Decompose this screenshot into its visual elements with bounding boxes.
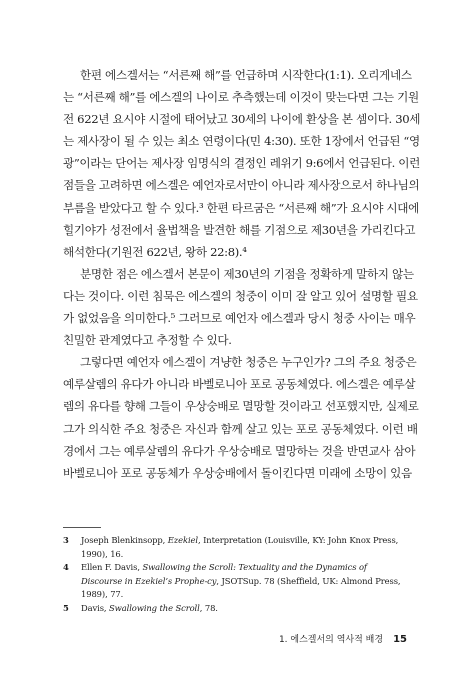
text-line: 예루살렘의 유다가 아니라 바벨로니아 포로 공동체였다. 에스겔은 예루살 [63, 377, 416, 392]
text-line: 힐기야가 성전에서 율법책을 발견한 해를 기점으로 제30년을 가리킨다고 [63, 222, 416, 237]
running-footer [279, 632, 407, 645]
text-line: 바벨로니아 포로 공동체가 우상숭배에서 돌이킨다면 미래에 소망이 있음 [63, 465, 412, 480]
body-paragraph [63, 351, 419, 484]
text-line: 경에서 그는 예루살렘의 유다가 우상숭배로 멸망하는 것을 반면교사 삼아 [63, 443, 416, 458]
footnote-text: Ellen F. Davis, Swallowing the Scroll: Textuality and the Dynamics of Discourse in Ezekiel’s Prophe-cy, JSOTSup. 78 (Sheffield, UK: Almond Press, 1989), 77. [81, 562, 401, 600]
footnote-text: Davis, Swallowing the Scroll, 78. [81, 602, 218, 613]
footnote-book-title: Swallowing the Scroll: Textuality and the Dynamics of Discourse in Ezekiel’s Prophe-cy [81, 562, 367, 586]
text-line: 분명한 점은 에스겔서 본문이 제30년의 기점을 정확하게 말하지 않는 [80, 266, 414, 281]
body-paragraph [63, 263, 418, 351]
footnote-book-title: Swallowing the Scroll [109, 602, 200, 613]
text-line: 친밀한 관계였다고 추정할 수 있다. [63, 333, 232, 348]
text-line: 광”이라는 단어는 제사장 임명식의 결정인 레위기 9:6에서 언급된다. 이런 [63, 156, 420, 171]
text-line: 다는 것이다. 이런 침묵은 에스겔의 청중이 이미 잘 알고 있어 설명할 필요 [63, 288, 418, 303]
footnote-book-title: Ezekiel [167, 535, 198, 545]
footnote-number: 5 [63, 602, 69, 613]
text-line: 가 없었음을 의미한다.⁵ 그러므로 예언자 에스겔과 당시 청중 사이는 매우 [63, 311, 416, 326]
text-line: 해석한다(기원전 622년, 왕하 22:8).⁴ [63, 244, 247, 259]
footnotes [63, 534, 407, 616]
text-line: 점들을 고려하면 에스겔은 예언자로서만이 아니라 제사장으로서 하나님의 [63, 178, 420, 193]
text-line: 그렇다면 예언자 에스겔이 겨냥한 청중은 누구인가? 그의 주요 청중은 [80, 355, 417, 370]
footnote-number: 3 [63, 535, 69, 545]
text-line: 는 제사장이 될 수 있는 최소 연령이다(민 4:30). 또한 1장에서 언급된 “영 [63, 134, 420, 149]
text-line: 렘의 유다를 향해 그들이 우상숭배로 멸망할 것이라고 선포했지만, 실제로 [63, 399, 419, 414]
body-paragraph [63, 64, 421, 263]
running-footer-chapter: 1. 에스겔서의 역사적 배경 [278, 635, 384, 645]
footnote-divider [63, 527, 101, 528]
page-number: 15 [393, 634, 407, 645]
text-line: 전 622년 요시야 시절에 태어났고 30세의 나이에 환상을 본 셈이다. 30세 [63, 112, 421, 127]
footnote [63, 602, 407, 616]
text-line: 그가 의식한 주요 청중은 자신과 함께 살고 있는 포로 공동체였다. 이런 배 [63, 421, 418, 436]
footnote-text: Joseph Blenkinsopp, Ezekiel, Interpretation (Louisville, KY: John Knox Press, 1990), 16. [81, 535, 399, 559]
text-line: 부름을 받았다고 할 수 있다.³ 한편 타르굼은 “서른째 해”가 요시야 시대에 [63, 200, 419, 215]
footnote-number: 4 [63, 562, 69, 573]
text-line: 는 “서른째 해”를 에스겔의 나이로 추측했는데 이것이 맞는다면 그는 기원 [63, 90, 419, 105]
body-text [63, 64, 421, 484]
text-line: 한편 에스겔서는 “서른째 해”를 언급하며 시작한다(1:1). 오리게네스 [80, 68, 412, 82]
footnote [63, 561, 407, 602]
footnote [63, 534, 407, 561]
